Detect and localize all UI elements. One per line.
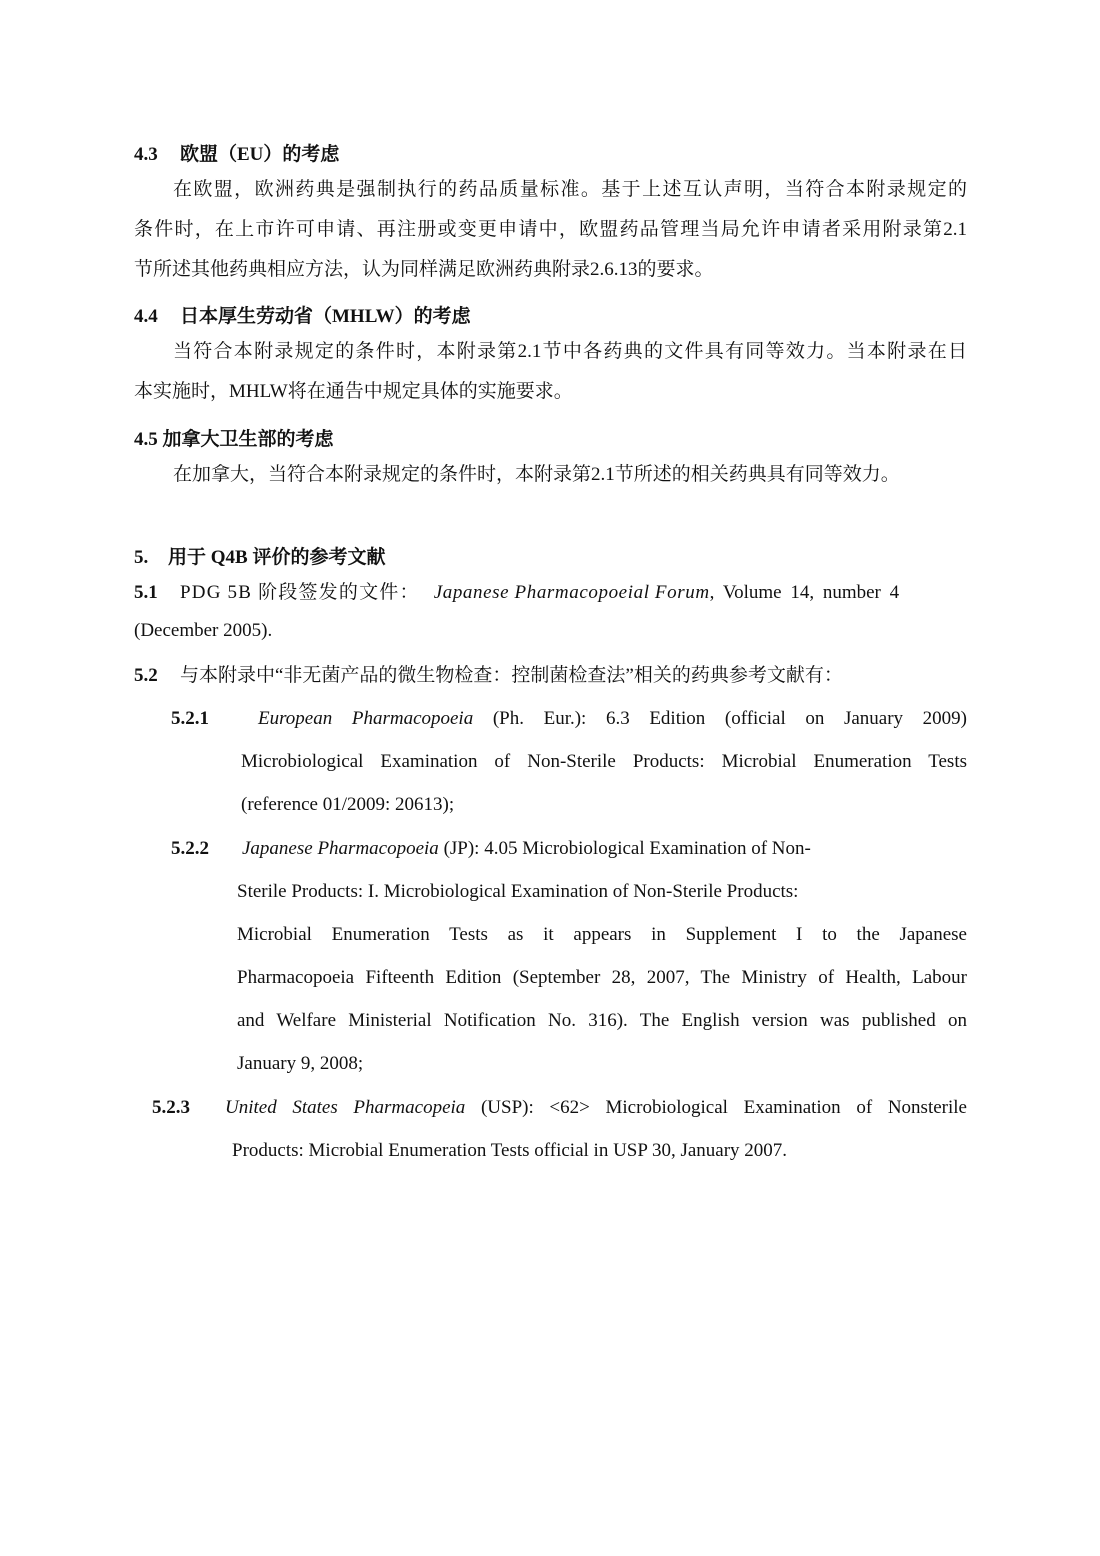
ref-title-italic: United States Pharmacopeia: [225, 1097, 466, 1118]
para-4-5-line-1: 在加拿大，当符合本附录规定的条件时，本附录第2.1节所述的相关药典具有同等效力。: [173, 464, 900, 485]
para-4-3-line-3: 节所述其他药典相应方法，认为同样满足欧洲药典附录2.6.13的要求。: [134, 259, 714, 280]
ref-text-pre: PDG 5B 阶段签发的文件：: [180, 582, 420, 603]
heading-title: 日本厚生劳动省（MHLW）的考虑: [180, 306, 471, 327]
ref-number: 5.1: [134, 582, 158, 603]
ref-5-2: [134, 664, 843, 688]
heading-title: 欧盟（EU）的考虑: [180, 144, 340, 165]
ref-text: 与本附录中“非无菌产品的微生物检查：控制菌检查法”相关的药典参考文献有：: [180, 665, 843, 686]
ref-text-post: (USP): <62> Microbiological Examination of Nonsterile: [465, 1097, 967, 1118]
ref-title-italic: European Pharmacopoeia: [258, 708, 474, 729]
heading-number: 4.3: [134, 144, 158, 165]
para-4-3-line-2: 条件时，在上市许可申请、再注册或变更申请中，欧盟药品管理当局允许申请者采用附录第2.1: [134, 219, 967, 240]
ref-text-post: , Volume 14, number 4: [709, 582, 900, 603]
ref-number: 5.2.2: [171, 838, 209, 859]
ref-5-2-1-line-2: Microbiological Examination of Non-Sterile Products: Microbial Enumeration Tests: [241, 751, 967, 772]
heading-number: 5.: [134, 547, 149, 568]
heading-4-4: [134, 305, 471, 329]
ref-title-italic: Japanese Pharmacopoeial Forum: [433, 582, 710, 603]
para-4-4-line-1: 当符合本附录规定的条件时，本附录第2.1节中各药典的文件具有同等效力。当本附录在日: [173, 341, 967, 362]
ref-5-2-2-line-6: January 9, 2008;: [237, 1053, 364, 1074]
ref-number: 5.2.1: [171, 708, 209, 729]
heading-5: [134, 546, 385, 570]
ref-5-2-3-line-2: Products: Microbial Enumeration Tests official in USP 30, January 2007.: [232, 1140, 788, 1161]
para-4-3-line-1: 在欧盟，欧洲药典是强制执行的药品质量标准。基于上述互认声明，当符合本附录规定的: [173, 179, 967, 200]
ref-5-2-2-line-5: and Welfare Ministerial Notification No. 316). The English version was published on: [237, 1010, 967, 1031]
heading-number: 4.4: [134, 306, 158, 327]
heading-4-3: [134, 143, 339, 167]
ref-5-2-1-line-1: [171, 707, 967, 731]
ref-5-2-1-line-3: (reference 01/2009: 20613);: [241, 794, 455, 815]
ref-5-2-2-line-2: Sterile Products: I. Microbiological Examination of Non-Sterile Products:: [237, 881, 799, 902]
ref-number: 5.2.3: [152, 1097, 190, 1118]
para-4-4-line-2: 本实施时，MHLW将在通告中规定具体的实施要求。: [134, 381, 573, 402]
heading-4-5: 4.5 加拿大卫生部的考虑: [134, 429, 334, 450]
ref-5-2-2-line-1: [171, 837, 811, 861]
ref-5-1-line-1: [134, 581, 948, 605]
ref-5-1-line-2: (December 2005).: [134, 620, 273, 641]
ref-5-2-3-line-1: [152, 1096, 967, 1120]
ref-title-italic: Japanese Pharmacopoeia: [242, 838, 439, 859]
ref-number: 5.2: [134, 665, 158, 686]
ref-text-post: (JP): 4.05 Microbiological Examination of Non-: [438, 838, 811, 859]
ref-text-post: (Ph. Eur.): 6.3 Edition (official on January 2009): [473, 708, 967, 729]
heading-title: 用于 Q4B 评价的参考文献: [168, 547, 386, 568]
ref-5-2-2-line-3: Microbial Enumeration Tests as it appears in Supplement I to the Japanese: [237, 924, 967, 945]
ref-5-2-2-line-4: Pharmacopoeia Fifteenth Edition (September 28, 2007, The Ministry of Health, Labour: [237, 967, 967, 988]
